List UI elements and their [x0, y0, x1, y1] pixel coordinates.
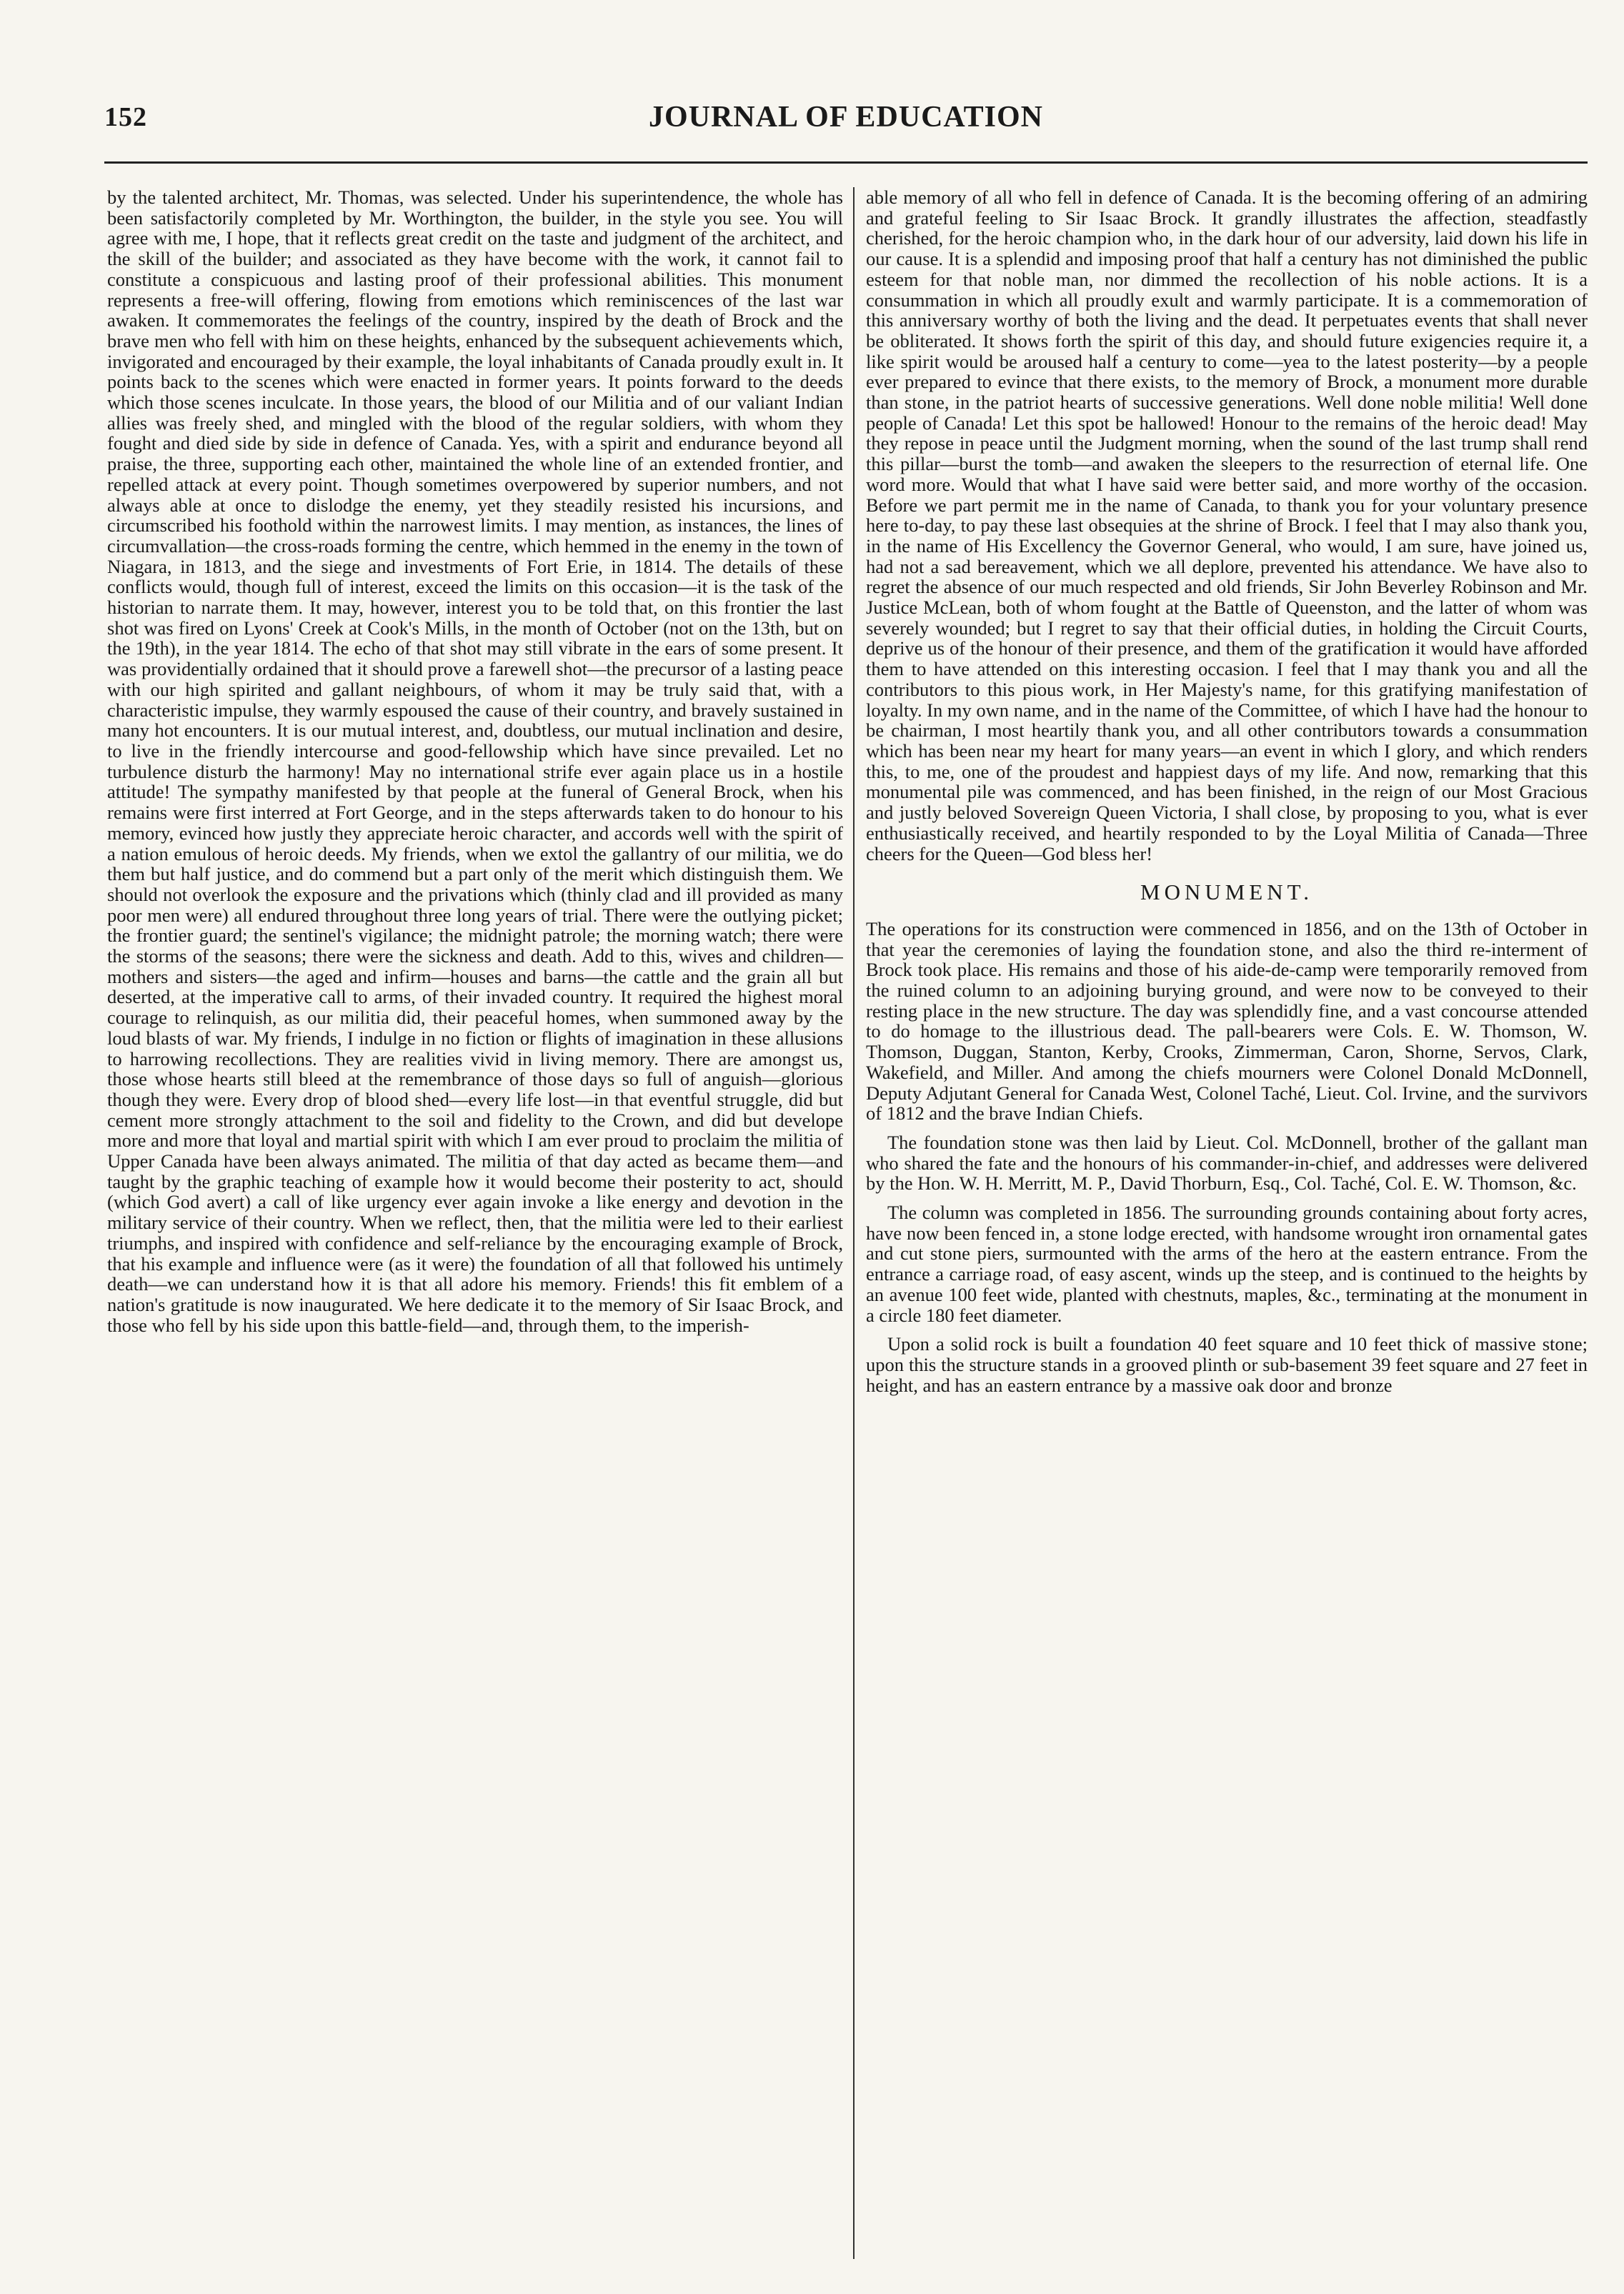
- left-paragraph: by the talented architect, Mr. Thomas, was selected. Under his superintendence, the whole has been satisfactorily completed by Mr. Worthington, the builder, in the style you see. You will agree with me, I hope, that it reflects great credit on the taste and judgment of the architect, and the skill of the builder; and associated as they have become with the work, it cannot fail to constitute a conspicuous and lasting proof of their professional abilities. This monument represents a free-will offering, flowing from emotions which reminiscences of the last war awaken. It commemorates the feelings of the country, inspired by the death of Brock and the brave men who fell with him on these heights, enhanced by the subsequent achievements which, invigorated and encouraged by their example, the loyal inhabitants of Canada proudly exult in. It points back to the scenes which were enacted in former years. It points forward to the deeds which those scenes inculcate. In those years, the blood of our Militia and of our valiant Indian allies was freely shed, and mingled with the blood of the regular soldiers, with whom they fought and died side by side in defence of Canada. Yes, with a spirit and endurance beyond all praise, the three, supporting each other, maintained the whole line of an extended frontier, and repelled attack at every point. Though sometimes overpowered by superior numbers, and not always able at once to dislodge the enemy, yet they steadily resisted his incursions, and circumscribed his foothold within the narrowest limits. I may mention, as instances, the lines of circumvallation—the cross-roads forming the centre, which hemmed in the enemy in the town of Niagara, in 1813, and the siege and investments of Fort Erie, in 1814. The details of these conflicts would, though full of interest, exceed the limits on this occasion—it is the task of the historian to narrate them. It may, however, interest you to be told that, on this frontier the last shot was fired on Lyons' Creek at Cook's Mills, in the month of October (not on the 13th, but on the 19th), in the year 1814. The echo of that shot may still vibrate in the ears of some present. It was providentially ordained that it should prove a farewell shot—the precursor of a lasting peace with our high spirited and gallant neighbours, of whom it may be truly said that, with a characteristic impulse, they warmly espoused the cause of their country, and bravely sustained in many hot encounters. It is our mutual interest, and, doubtless, our mutual inclination and desire, to live in the friendly intercourse and good-fellowship which have since prevailed. Let no turbulence disturb the harmony! May no international strife ever again place us in a hostile attitude! The sympathy manifested by that people at the funeral of General Brock, when his remains were first interred at Fort George, and in the steps afterwards taken to do honour to his memory, evinced how justly they appreciate heroic character, and accords well with the spirit of a nation emulous of heroic deeds. My friends, when we extol the gallantry of our militia, we do them but half justice, and do commend but a part only of the merit which distinguish them. We should not overlook the exposure and the privations which (thinly clad and ill provided as many poor men were) all endured throughout three long years of trial. There were the outlying picket; the frontier guard; the sentinel's vigilance; the midnight patrole; the morning watch; there were the storms of the seasons; there were the sickness and death. Add to this, wives and children—mothers and sisters—the aged and infirm—houses and barns—the cattle and the grain all but deserted, at the imperative call to arms, of their invaded country. It required the highest moral courage to relinquish, as our militia did, their peaceful homes, when summoned away by the loud blasts of war. My friends, I indulge in no fiction or flights of imagination in these allusions to harrowing recollections. They are realities vivid in living memory. There are amongst us, those whose hearts still bleed at the remembrance of those days so full of anguish—glorious though they were. Every drop of blood shed—every life lost—in that eventful struggle, did but cement more strongly attachment to the soil and fidelity to the Crown, and did but develope more and more that loyal and martial spirit with which I am ever proud to proclaim the militia of Upper Canada have been always animated. The militia of that day acted as became them—and taught by the graphic teaching of example how it would become their posterity to act, should (which God avert) a call of like urgency ever again invoke a like energy and devotion in the military service of their country. When we reflect, then, that the militia were led to their earliest triumphs, and inspired with confidence and self-reliance by the encouraging example of Brock, that his example and influence were (as it were) the foundation of all that followed his untimely death—we can understand how it is that all adore his memory. Friends! this fit emblem of a nation's gratitude is now inaugurated. We here dedicate it to the memory of Sir Isaac Brock, and those who fell by his side upon this battle-field—and, through them, to the imperish-: [107, 187, 843, 1336]
- page-number: 152: [104, 102, 147, 132]
- monument-paragraph: Upon a solid rock is built a foundation 40 feet square and 10 feet thick of massive stone; upon this the structure stands in a grooved plinth or sub-basement 39 feet square and 27 feet in height, and has an eastern entrance by a massive oak door and bronze: [866, 1333, 1588, 1396]
- page-header: [104, 97, 1588, 143]
- header-rule: [104, 161, 1588, 164]
- monument-paragraph: The foundation stone was then laid by Lieut. Col. McDonnell, brother of the gallant man who shared the fate and the honours of his commander-in-chief, and addresses were delivered by the Hon. W. H. Merritt, M. P., David Thorburn, Esq., Col. Taché, Col. E. W. Thomson, &c.: [866, 1131, 1588, 1195]
- left-column: [107, 187, 843, 2259]
- monument-paragraph: The column was completed in 1856. The surrounding grounds containing about forty acres, have now been fenced in, a stone lodge erected, with handsome wrought iron ornamental gates and cut stone piers, surmounted with the arms of the hero at the eastern entrance. From the entrance a carriage road, of easy ascent, winds up the steep, and is continued to the heights by an avenue 100 feet wide, planted with chestnuts, maples, &c., terminating at the monument in a circle 180 feet diameter.: [866, 1202, 1588, 1326]
- section-heading-monument: MONUMENT.: [1140, 879, 1313, 905]
- right-column: [866, 187, 1588, 2259]
- column-divider: [853, 187, 855, 2259]
- monument-paragraph: The operations for its construction were commenced in 1856, and on the 13th of October in that year the ceremonies of laying the foundation stone, and also the third re-interment of Brock took place. His remains and those of his aide-de-camp were temporarily removed from the ruined column to an adjoining burying ground, and were now to be conveyed to their resting place in the new structure. The day was splendidly fine, and a vast concourse attended to do homage to the illustrious dead. The pall-bearers were Cols. E. W. Thomson, W. Thomson, Duggan, Stanton, Kerby, Crooks, Zimmerman, Caron, Shorne, Servos, Clark, Wakefield, and Miller. And among the chiefs mourners were Colonel Donald McDonnell, Deputy Adjutant General for Canada West, Colonel Taché, Lieut. Col. Irvine, and the survivors of 1812 and the brave Indian Chiefs.: [866, 917, 1588, 1124]
- right-paragraph: able memory of all who fell in defence of Canada. It is the becoming offering of an admiring and grateful feeling to Sir Isaac Brock. It grandly illustrates the affection, steadfastly cherished, for the heroic champion who, in the dark hour of our adversity, laid down his life in our cause. It is a splendid and imposing proof that half a century has not diminished the public esteem for that noble man, nor dimmed the recollection of his noble actions. It is a consummation in which all proudly exult and warmly participate. It is a commemoration of this anniversary worthy of both the living and the dead. It perpetuates events that shall never be obliterated. It shows forth the spirit of this day, and should future exigencies require it, a like spirit would be aroused half a century to come—yea to the latest posterity—by a people ever prepared to evince that there exists, to the memory of Brock, a monument more durable than stone, in the patriot hearts of successive generations. Well done noble militia! Well done people of Canada! Let this spot be hallowed! Honour to the remains of the heroic dead! May they repose in peace until the Judgment morning, when the sound of the last trump shall rend this pillar—burst the tomb—and awaken the sleepers to the resurrection of eternal life. One word more. Would that what I have said were better said, and more worthy of the occasion. Before we part permit me in the name of Canada, to thank you for your voluntary presence here to-day, to pay these last obsequies at the shrine of Brock. I feel that I may also thank you, in the name of His Excellency the Governor General, who would, I am sure, have joined us, had not a sad bereavement, which we all deplore, prevented his attendance. We have also to regret the absence of our much respected and old friends, Sir John Beverley Robinson and Mr. Justice McLean, both of whom fought at the Battle of Queenston, and the latter of whom was severely wounded; but I regret to say that their official duties, in holding the Circuit Courts, deprive us of the honour of their presence, and them of the gratification it would have afforded them to have attended on this interesting occasion. I feel that I may thank you and all the contributors to this pious work, in Her Majesty's name, for this gratifying manifestation of loyalty. In my own name, and in the name of the Committee, of which I have had the honour to be chairman, I most heartily thank you, and all other contributors towards a consummation which has been near my heart for many years—an event in which I glory, and which renders this, to me, one of the proudest and happiest days of my life. And now, remarking that this monumental pile was commenced, and has been finished, in the reign of our Most Gracious and justly beloved Sovereign Queen Victoria, I shall close, by proposing to you, what is ever enthusiastically received, and heartily responded to by the Loyal Militia of Canada—Three cheers for the Queen—God bless her!: [866, 187, 1588, 864]
- running-title: JOURNAL OF EDUCATION: [648, 101, 1044, 134]
